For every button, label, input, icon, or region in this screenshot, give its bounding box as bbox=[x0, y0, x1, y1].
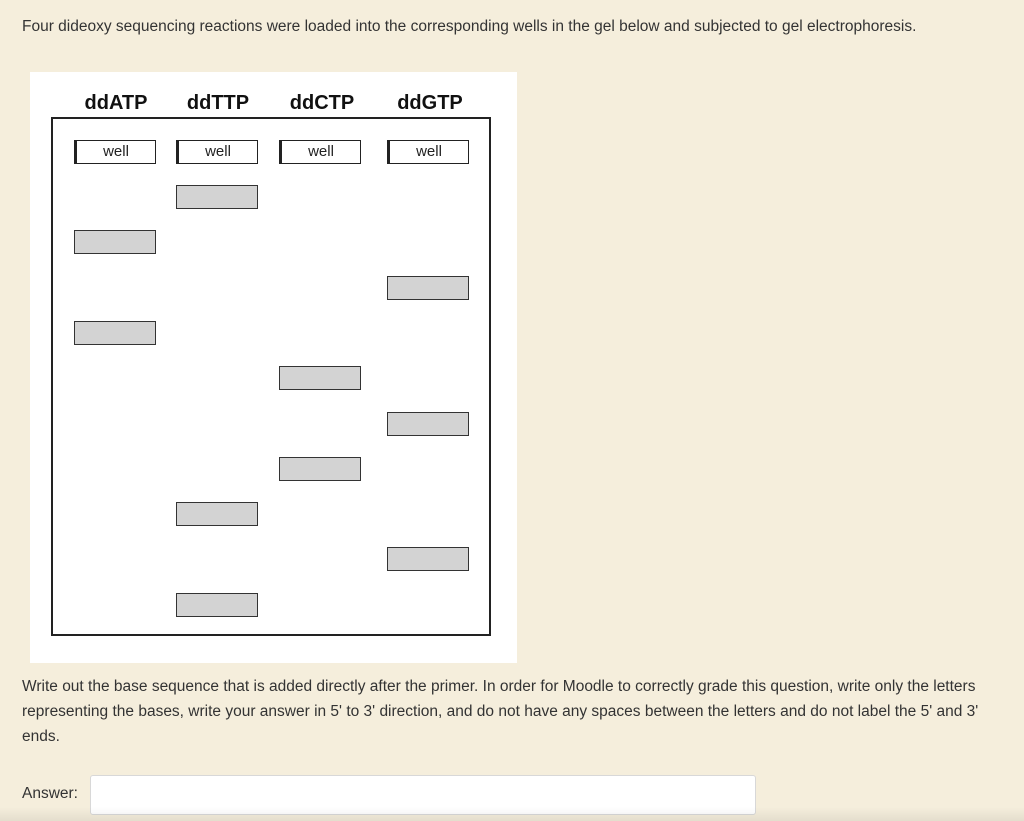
band-ddttp-row-1 bbox=[176, 185, 258, 209]
gel-figure bbox=[30, 72, 517, 663]
well-ddatp: well bbox=[74, 140, 156, 164]
lane-header-ddgtp: ddGTP bbox=[397, 92, 463, 114]
band-ddctp-row-5 bbox=[279, 366, 361, 390]
band-ddttp-row-10 bbox=[176, 593, 258, 617]
lane-header-ddttp: ddTTP bbox=[186, 92, 250, 114]
band-ddgtp-row-9 bbox=[387, 547, 469, 571]
band-ddgtp-row-3 bbox=[387, 276, 469, 300]
band-ddctp-row-7 bbox=[279, 457, 361, 481]
question-instructions-text: Write out the base sequence that is added directly after the primer. In order for Moodle to correctly grade this question, write only the letters representing the bases, write your answer in 5' to 3' direction, and do not have any spaces between the letters and do not label the 5' and 3' ends. bbox=[22, 678, 979, 745]
well-ddctp: well bbox=[279, 140, 361, 164]
lane-header-ddatp: ddATP bbox=[84, 92, 148, 114]
band-ddatp-row-2 bbox=[74, 230, 156, 254]
band-ddgtp-row-6 bbox=[387, 412, 469, 436]
gel-box bbox=[51, 117, 491, 636]
band-ddatp-row-4 bbox=[74, 321, 156, 345]
question-intro-text: Four dideoxy sequencing reactions were loaded into the corresponding wells in the gel below and subjected to gel electrophoresis. bbox=[22, 18, 917, 35]
well-ddgtp: well bbox=[387, 140, 469, 164]
well-ddttp: well bbox=[176, 140, 258, 164]
answer-label: Answer: bbox=[22, 785, 78, 802]
answer-row bbox=[22, 775, 762, 815]
answer-input[interactable] bbox=[90, 775, 756, 815]
band-ddttp-row-8 bbox=[176, 502, 258, 526]
lane-header-ddctp: ddCTP bbox=[289, 92, 355, 114]
